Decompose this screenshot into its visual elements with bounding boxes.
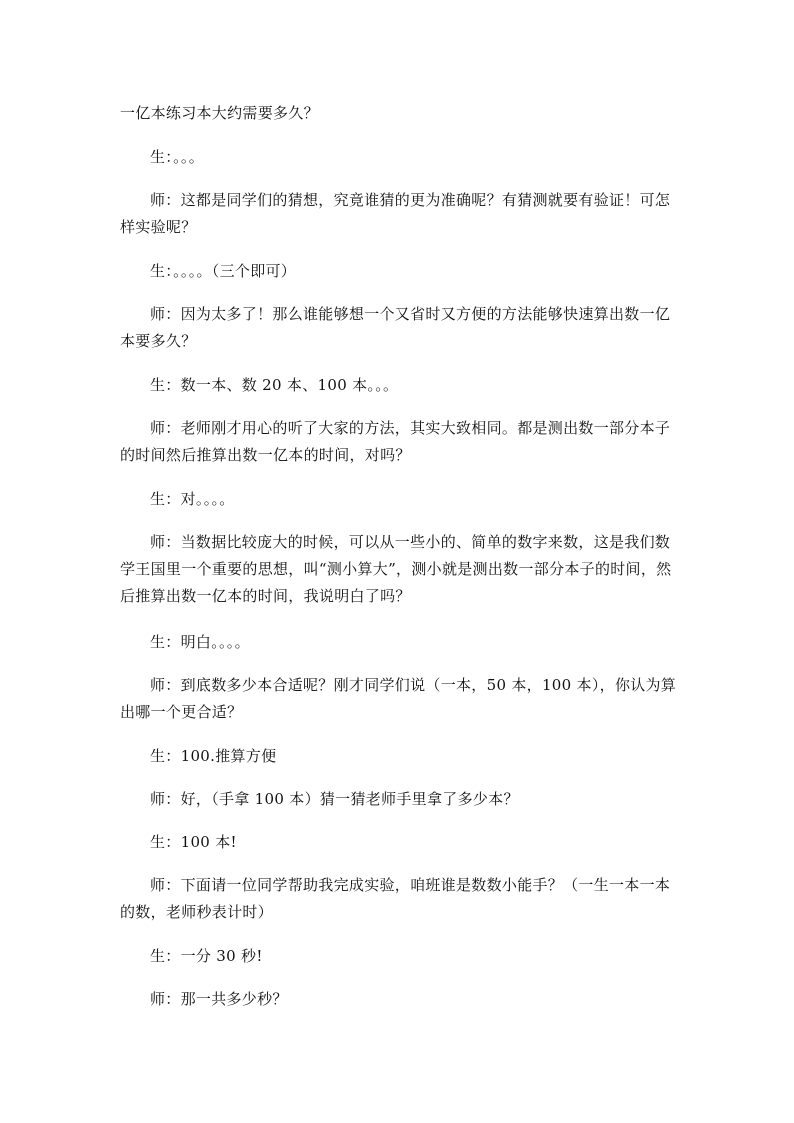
paragraph-12: 生：100.推算方便 xyxy=(150,747,277,765)
paragraph-4: 生：。。。。（三个即可） xyxy=(150,262,297,280)
paragraph-6: 生：数一本、数 20 本、100 本。。。 xyxy=(150,376,399,394)
paragraph-17: 师：那一共多少秒？ xyxy=(150,990,288,1008)
paragraph-8: 生：对。。。。 xyxy=(150,490,235,508)
paragraph-3: 师：这都是同学们的猜想，究竟谁猜的更为准确呢？有猜测就要有验证！可怎样实验呢？ xyxy=(120,191,671,236)
paragraph-2: 生：。。。 xyxy=(150,148,205,166)
paragraph-16: 生：一分 30 秒! xyxy=(150,947,263,965)
paragraph-9: 师：当数据比较庞大的时候，可以从一些小的、简单的数字来数，这是我们数学王国里一个重要的思想，叫“测小算大”，测小就是测出数一部分本子的时间，然后推算出数一亿本的时间，我说明白了吗？ xyxy=(120,533,672,605)
paragraph-1: 一亿本练习本大约需要多久？ xyxy=(120,104,319,122)
paragraph-15: 师：下面请一位同学帮助我完成实验，咱班谁是数数小能手？（一生一本一本的数，老师秒表计时） xyxy=(120,876,671,921)
paragraph-10: 生：明白。。。。 xyxy=(150,633,250,651)
paragraph-7: 师：老师刚才用心的听了大家的方法，其实大致相同。都是测出数一部分本子的时间然后推算出数一亿本的时间，对吗？ xyxy=(120,419,671,464)
paragraph-5: 师：因为太多了！那么谁能够想一个又省时又方便的方法能够快速算出数一亿本要多久？ xyxy=(120,305,671,350)
paragraph-13: 师：好，（手拿 100 本）猜一猜老师手里拿了多少本？ xyxy=(150,790,519,808)
paragraph-14: 生：100 本! xyxy=(150,833,237,851)
paragraph-11: 师：到底数多少本合适呢？刚才同学们说（一本，50 本，100 本），你认为算出哪一个更合适？ xyxy=(120,676,677,721)
